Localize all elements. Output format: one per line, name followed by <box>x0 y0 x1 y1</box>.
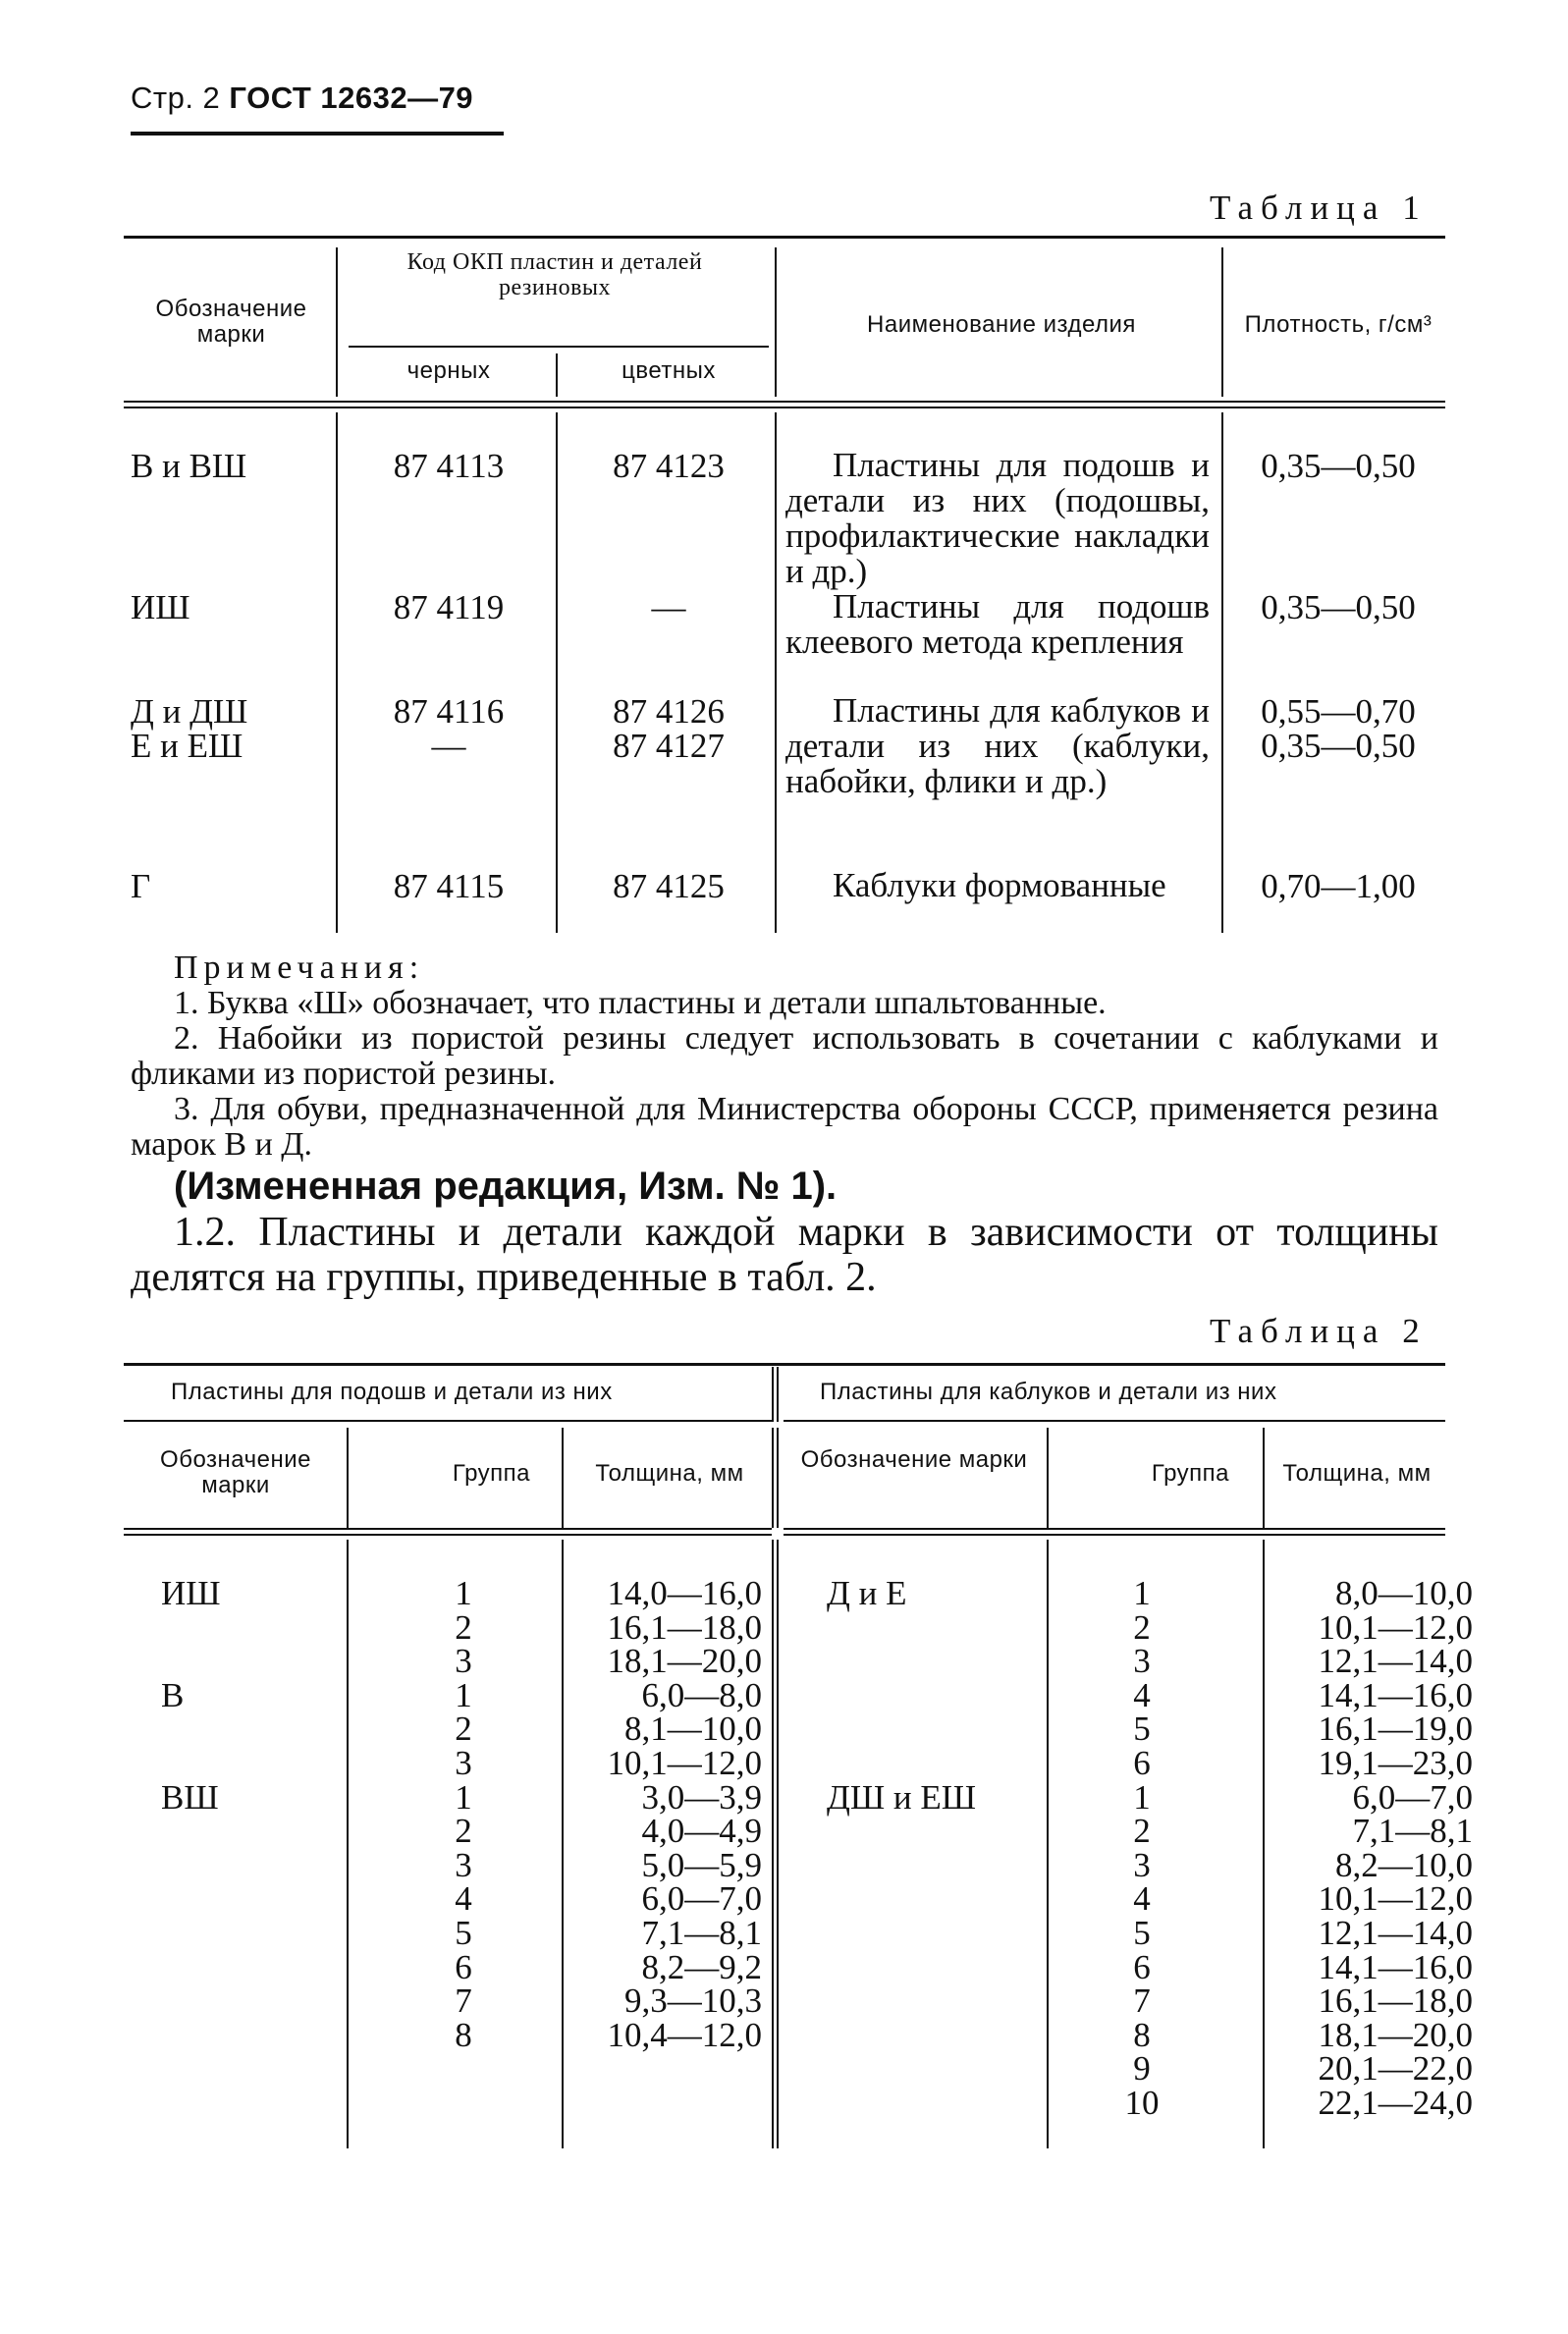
t1-row3-density: 0,55—0,70 <box>1261 692 1416 731</box>
t1-row5-name: Каблуки формованные <box>833 866 1166 904</box>
t2-right-marks: Д и Е ДШ и ЕШ <box>827 1574 977 1817</box>
page-number: Стр. 2 <box>131 81 221 115</box>
t1-row4-black: — <box>431 727 466 765</box>
t1-row1-black: 87 4113 <box>393 447 505 485</box>
note-2: 2. Набойки из пористой резины следует использовать в сочетании с каблуками и фликами из пористой резины. <box>131 1020 1438 1092</box>
t1-row1-colored: 87 4123 <box>613 447 725 485</box>
t1-row5-density: 0,70—1,00 <box>1261 867 1416 905</box>
t2-right-thickness: 8,0—10,0 10,1—12,0 12,1—14,0 14,1—16,0 16,1—19,0 19,1—23,0 6,0—7,0 7,1—8,1 8,2—10,0 10,1—12,0 12,1—14,0 14,1—16,0 16,1—18,0 18,1—20,0 20,1—22,0 22,1—24,0 <box>1318 1574 1473 2122</box>
t1-header-code: Код ОКП пластин и деталей резиновых <box>406 249 703 300</box>
t1-header-name: Наименование изделия <box>867 311 1136 338</box>
t1-row1-mark: В и ВШ <box>131 447 247 485</box>
note-1: 1. Буква «Ш» обозначает, что пластины и детали шпальтованные. <box>174 985 1107 1021</box>
notes-title: Примечания: <box>174 950 425 986</box>
t2-left-header-group: Группа <box>452 1460 530 1487</box>
t1-header-black: черных <box>406 357 491 384</box>
t2-left-groups: 1 2 3 1 2 3 1 2 3 4 5 6 7 8 <box>455 1574 472 2054</box>
t1-header-density: Плотность, г/см³ <box>1244 311 1433 338</box>
standard-number: ГОСТ 12632—79 <box>229 81 474 115</box>
t1-row3-colored: 87 4126 <box>613 692 725 731</box>
t2-left-group-title: Пластины для подошв и детали из них <box>171 1379 613 1405</box>
table2-top-rule <box>124 1363 1445 1366</box>
t1-row5-black: 87 4115 <box>393 867 505 905</box>
t1-row3-black: 87 4116 <box>393 692 505 731</box>
t1-row2-black: 87 4119 <box>393 588 505 626</box>
t1-row4-mark: Е и ЕШ <box>131 727 243 765</box>
table1-subheader-rule <box>349 346 769 348</box>
t1-row2-mark: ИШ <box>131 588 190 626</box>
t2-left-header-thickness: Толщина, мм <box>595 1460 744 1487</box>
table1-caption: Таблица 1 <box>1210 189 1428 227</box>
table2-caption: Таблица 2 <box>1210 1312 1428 1350</box>
t1-row4-density: 0,35—0,50 <box>1261 727 1416 765</box>
t1-header-colored: цветных <box>622 357 716 384</box>
t2-right-header-thickness: Толщина, мм <box>1282 1460 1432 1487</box>
t1-row1-density: 0,35—0,50 <box>1261 447 1416 485</box>
page-header <box>131 81 473 116</box>
t1-row5-colored: 87 4125 <box>613 867 725 905</box>
header-rule <box>131 132 504 136</box>
t1-row1-name: Пластины для подошв и детали из них (подошвы, профилактические накладки и др.) <box>785 446 1210 590</box>
t2-left-header-mark: Обозначение марки <box>160 1446 311 1498</box>
t1-row2-colored: — <box>651 588 686 626</box>
note-3: 3. Для обуви, предназначенной для Министерства обороны СССР, применяется резина марок В и Д. <box>131 1091 1438 1163</box>
t2-right-header-group: Группа <box>1151 1460 1229 1487</box>
t1-row4-colored: 87 4127 <box>613 727 725 765</box>
t1-row2-density: 0,35—0,50 <box>1261 588 1416 626</box>
t1-row5-mark: Г <box>131 867 151 905</box>
table1-header-rule <box>124 401 1445 408</box>
t2-right-groups: 1 2 3 4 5 6 1 2 3 4 5 6 7 8 9 10 <box>1124 1574 1160 2122</box>
notes <box>131 950 1438 1163</box>
t2-right-header-mark: Обозначение марки <box>800 1446 1028 1473</box>
t1-row2-name: Пластины для подошв клеевого метода крепления <box>785 587 1210 661</box>
t2-right-group-title: Пластины для каблуков и детали из них <box>820 1379 1277 1405</box>
t1-header-mark: Обозначение марки <box>155 296 307 348</box>
table1-top-rule <box>124 236 1445 239</box>
t2-left-thickness: 14,0—16,0 16,1—18,0 18,1—20,0 6,0—8,0 8,1—10,0 10,1—12,0 3,0—3,9 4,0—4,9 5,0—5,9 6,0—7,0 7,1—8,1 8,2—9,2 9,3—10,3 10,4—12,0 <box>607 1574 762 2054</box>
t1-row3-name: Пластины для каблуков и детали из них (каблуки, набойки, флики и др.) <box>785 691 1210 800</box>
t1-row3-mark: Д и ДШ <box>131 692 248 731</box>
paragraph-1-2: 1.2. Пластины и детали каждой марки в зависимости от толщины делятся на группы, приведенные в табл. 2. <box>131 1210 1438 1300</box>
t2-left-marks: ИШ В ВШ <box>161 1574 221 1817</box>
amendment-note: (Измененная редакция, Изм. № 1). <box>174 1165 838 1208</box>
